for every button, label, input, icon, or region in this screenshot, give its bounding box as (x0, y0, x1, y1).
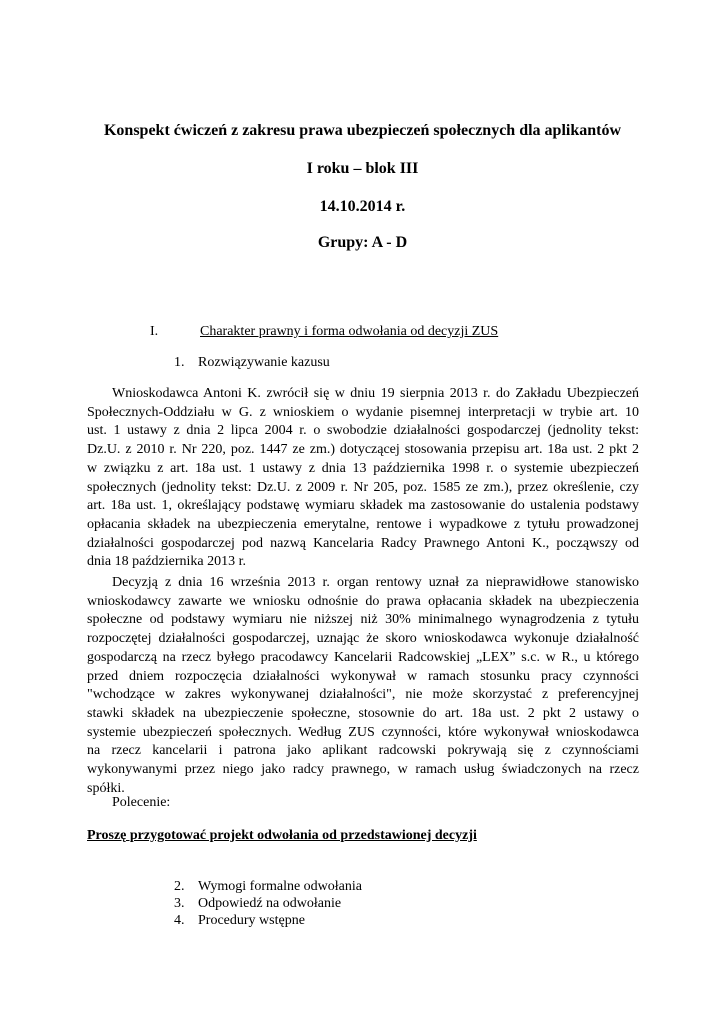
paragraph-line: społecznych (jednolity tekst: Dz.U. z 2009 r. Nr 205, poz. 1585 ze zm.), przez określenie, czy (87, 479, 639, 495)
paragraph-line: społeczne od podstawy wymiaru nie niższej niż 30% minimalnego wynagrodzenia z tytułu (87, 612, 639, 628)
paragraph-line: "wchodzące w zakres wykonywanej działalności", nie może skorzystać z preferencyjnej (87, 687, 639, 703)
paragraph-line: rozpoczętej działalności gospodarczej, uznając że skoro wnioskodawca wykonuje działalność (87, 631, 639, 647)
paragraph-line: art. 18a ust. 1, określający podstawę wymiaru składek ma zastosowanie do ustalenia podstawy (87, 498, 639, 514)
paragraph-line: w związku z art. 18a ust. 1 ustawy z dnia 13 października 1998 r. o systemie ubezpieczeń (87, 460, 639, 476)
paragraph-line: dnia 18 października 2013 r. (87, 554, 247, 570)
list-item (174, 354, 330, 371)
paragraph-line: gospodarczą na rzecz byłego pracodawcy Kancelarii Radcowskiej „LEX” s.c. w R., u którego (87, 649, 639, 665)
section-number: I. (150, 324, 159, 339)
list-item (174, 912, 305, 929)
paragraph-line: przed dniem rozpoczęcia działalności wykonywał w ramach stosunku pracy czynności (87, 668, 639, 684)
paragraph-line: ust. 1 ustawy z dnia 2 lipca 2004 r. o swobodzie działalności gospodarczej (jednolity tekst: (87, 423, 639, 439)
paragraph-line: stawki składek na ubezpieczenie społeczne, stosownie do art. 18a ust. 2 pkt 2 ustawy o (87, 705, 639, 721)
paragraph-line: wnioskodawcy zawarte we wniosku odnośnie do prawa opłacania składek na ubezpieczenia (87, 593, 639, 609)
document-title: Konspekt ćwiczeń z zakresu prawa ubezpieczeń społecznych dla aplikantów (103, 122, 622, 139)
paragraph-line: systemie ubezpieczeń społecznych. Według ZUS czynności, które wykonywał wnioskodawca (87, 724, 639, 740)
paragraph-line: Wnioskodawca Antoni K. zwrócił się w dniu 19 sierpnia 2013 r. do Zakładu Ubezpieczeń (112, 386, 639, 401)
document-subtitle-year: I roku – blok III (306, 160, 419, 177)
paragraph-line: spółki. (87, 780, 125, 796)
paragraph-line: działalności gospodarczej pod nazwą Kancelaria Radcy Prawnego Antoni K., począwszy od (87, 535, 639, 551)
paragraph-line: Decyzją z dnia 16 września 2013 r. organ rentowy uznał za nieprawidłowe stanowisko (112, 575, 639, 590)
list-item-number: 2. (174, 879, 185, 894)
document-date: 14.10.2014 r. (319, 198, 406, 215)
document-groups: Grupy: A - D (317, 234, 408, 251)
list-item (174, 895, 341, 912)
paragraph-line: Społecznych-Oddziału w G. z wnioskiem o wydanie pisemnej interpretacji w trybie art. 10 (87, 404, 639, 420)
paragraph-line: opłacania składek na ubezpieczenia emerytalne, rentowe i wypadkowe z tytułu prowadzonej (87, 516, 639, 532)
section-title: Charakter prawny i forma odwołania od decyzji ZUS (200, 324, 499, 339)
list-item-label: Procedury wstępne (198, 913, 305, 928)
list-item-number: 3. (174, 896, 185, 911)
instruction-text: Proszę przygotować projekt odwołania od przedstawionej decyzji (87, 828, 477, 843)
list-item-number: 1. (174, 355, 185, 370)
list-item-number: 4. (174, 913, 185, 928)
command-label: Polecenie: (112, 795, 171, 810)
case-paragraph-2 (87, 574, 639, 798)
list-item (174, 878, 362, 895)
list-item-label: Wymogi formalne odwołania (198, 879, 363, 894)
paragraph-line: Dz.U. z 2010 r. Nr 220, poz. 1447 ze zm.) dotyczącej stosowania przepisu art. 18a ust. 2 pkt 2 (87, 442, 639, 458)
list-item-label: Odpowiedź na odwołanie (198, 896, 342, 911)
paragraph-line: na rzecz kancelarii i patrona jako aplikant radcowski pokrywają się z czynnościami (87, 743, 639, 759)
section-heading (150, 323, 498, 341)
list-item-label: Rozwiązywanie kazusu (198, 355, 330, 370)
paragraph-line: wykonywanymi przez niego jako radcy prawnego, w ramach usług świadczonych na rzecz (87, 762, 639, 778)
case-paragraph-1 (87, 385, 639, 572)
